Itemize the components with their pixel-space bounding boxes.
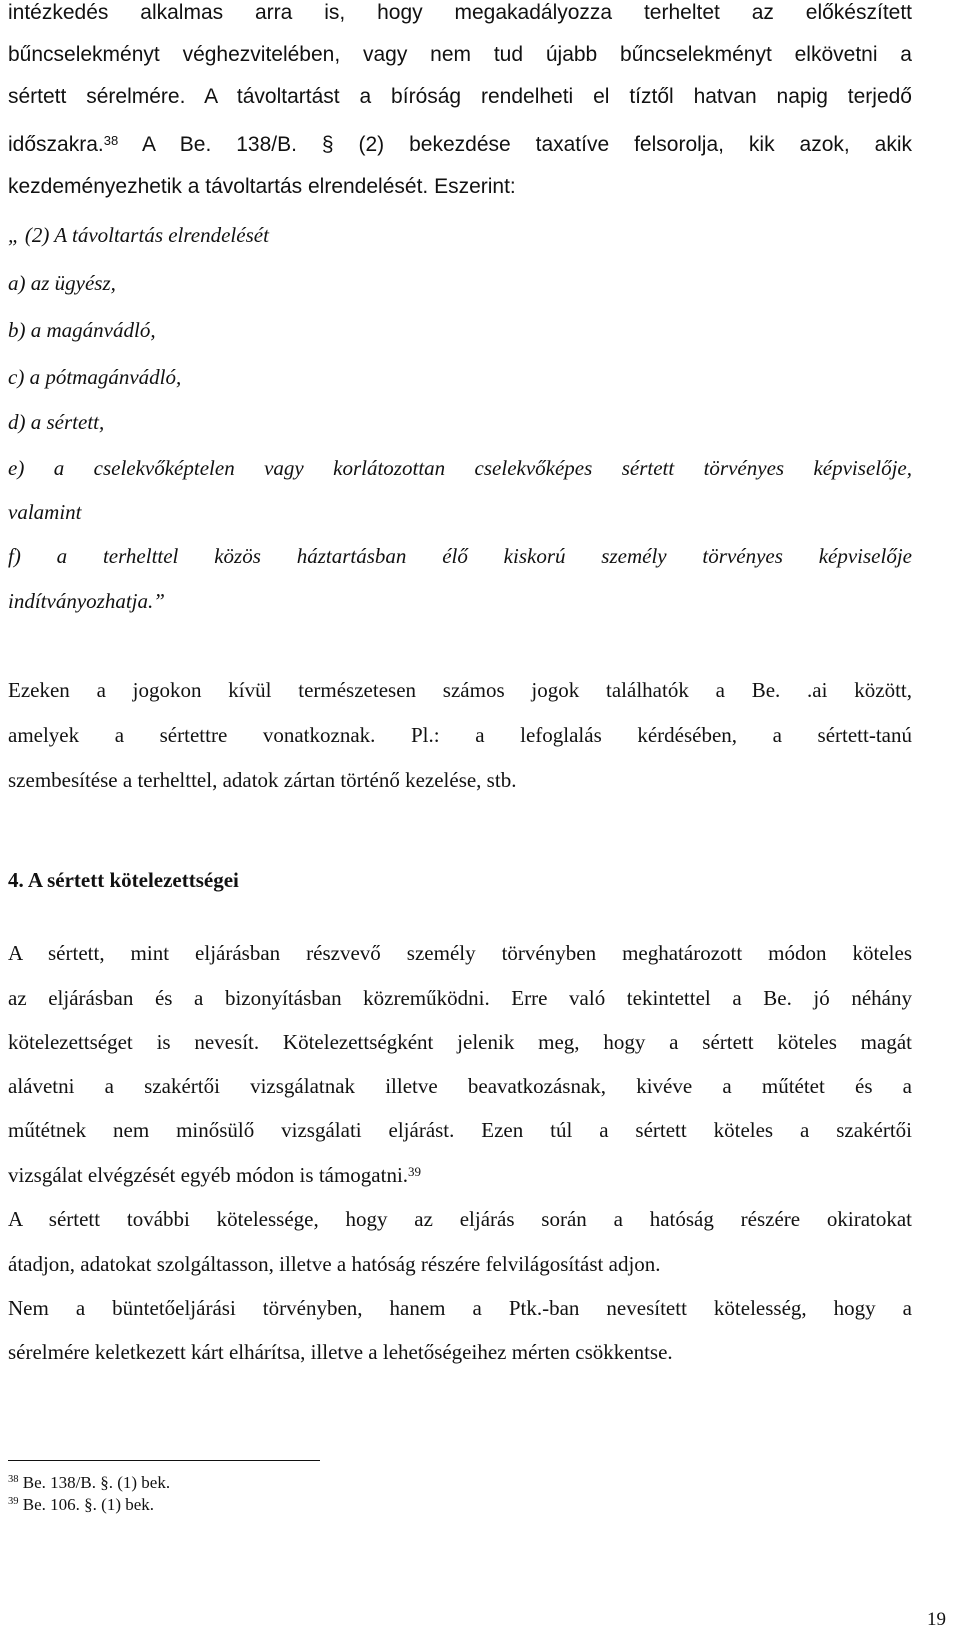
paragraph-line: bűncselekményt véghezvitelében, vagy nem tud újabb bűncselekményt elkövetni a bbox=[8, 43, 912, 66]
quote-line: c) a pótmagánvádló, bbox=[8, 365, 182, 389]
footnote-text: Be. 138/B. §. (1) bek. bbox=[18, 1473, 171, 1492]
quote-line: a) az ügyész, bbox=[8, 271, 116, 295]
footnote-ref: 39 bbox=[408, 1164, 422, 1179]
paragraph-text: időszakra. bbox=[8, 133, 104, 156]
quote-line: d) a sértett, bbox=[8, 410, 105, 434]
paragraph-line bbox=[8, 132, 912, 158]
footnote bbox=[8, 1495, 154, 1515]
paragraph-line: amelyek a sértettre vonatkoznak. Pl.: a lefoglalás kérdésében, a sértett-tanú bbox=[8, 723, 912, 747]
section-heading: 4. A sértett kötelezettségei bbox=[8, 868, 239, 892]
footnote-separator bbox=[8, 1460, 320, 1461]
paragraph-line: A sértett további kötelessége, hogy az eljárás során a hatóság részére okiratokat bbox=[8, 1207, 912, 1231]
paragraph-line: Ezeken a jogokon kívül természetesen számos jogok találhatók a Be. .ai között, bbox=[8, 678, 912, 702]
paragraph-line: műtétnek nem minősülő vizsgálati eljárást. Ezen túl a sértett köteles a szakértői bbox=[8, 1118, 912, 1142]
quote-line: valamint bbox=[8, 500, 82, 524]
paragraph-line: kötelezettséget is nevesít. Kötelezettségként jelenik meg, hogy a sértett köteles magát bbox=[8, 1030, 912, 1054]
quote-line: e) a cselekvőképtelen vagy korlátozottan cselekvőképes sértett törvényes képviselője, bbox=[8, 456, 912, 480]
paragraph-line: sértett sérelmére. A távoltartást a bíróság rendelheti el tíztől hatvan napig terjedő bbox=[8, 85, 912, 108]
quote-line: indítványozhatja.” bbox=[8, 589, 165, 613]
paragraph-line: intézkedés alkalmas arra is, hogy megakadályozza terheltet az előkészített bbox=[8, 1, 912, 24]
footnote bbox=[8, 1473, 170, 1493]
paragraph-line: kezdeményezhetik a távoltartás elrendelését. Eszerint: bbox=[8, 175, 516, 198]
page-number: 19 bbox=[927, 1609, 946, 1630]
paragraph-text: A Be. 138/B. § (2) bekezdése taxatíve felsorolja, kik azok, akik bbox=[118, 133, 912, 156]
quote-line: f) a terhelttel közös háztartásban élő kiskorú személy törvényes képviselője bbox=[8, 544, 912, 568]
paragraph-line: szembesítése a terhelttel, adatok zártan történő kezelése, stb. bbox=[8, 768, 517, 792]
paragraph-text: vizsgálat elvégzését egyéb módon is támogatni. bbox=[8, 1163, 409, 1187]
paragraph-line: Nem a büntetőeljárási törvényben, hanem a Ptk.-ban nevesített kötelesség, hogy a bbox=[8, 1296, 912, 1320]
quote-line: „ (2) A távoltartás elrendelését bbox=[8, 223, 269, 247]
footnote-ref: 38 bbox=[103, 133, 119, 148]
paragraph-line: sérelmére keletkezett kárt elhárítsa, illetve a lehetőségeihez mérten csökkentse. bbox=[8, 1340, 673, 1364]
footnote-number: 38 bbox=[8, 1474, 19, 1485]
footnote-text: Be. 106. §. (1) bek. bbox=[18, 1495, 155, 1514]
paragraph-line: az eljárásban és a bizonyításban közreműködni. Erre való tekintettel a Be. jó néhány bbox=[8, 986, 912, 1010]
quote-line: b) a magánvádló, bbox=[8, 318, 156, 342]
paragraph-line: átadjon, adatokat szolgáltasson, illetve a hatóság részére felvilágosítást adjon. bbox=[8, 1252, 661, 1276]
footnote-number: 39 bbox=[8, 1496, 19, 1507]
paragraph-line: A sértett, mint eljárásban részvevő személy törvényben meghatározott módon köteles bbox=[8, 941, 912, 965]
paragraph-line bbox=[8, 1162, 912, 1188]
paragraph-line: alávetni a szakértői vizsgálatnak illetve beavatkozásnak, kivéve a műtétet és a bbox=[8, 1074, 912, 1098]
